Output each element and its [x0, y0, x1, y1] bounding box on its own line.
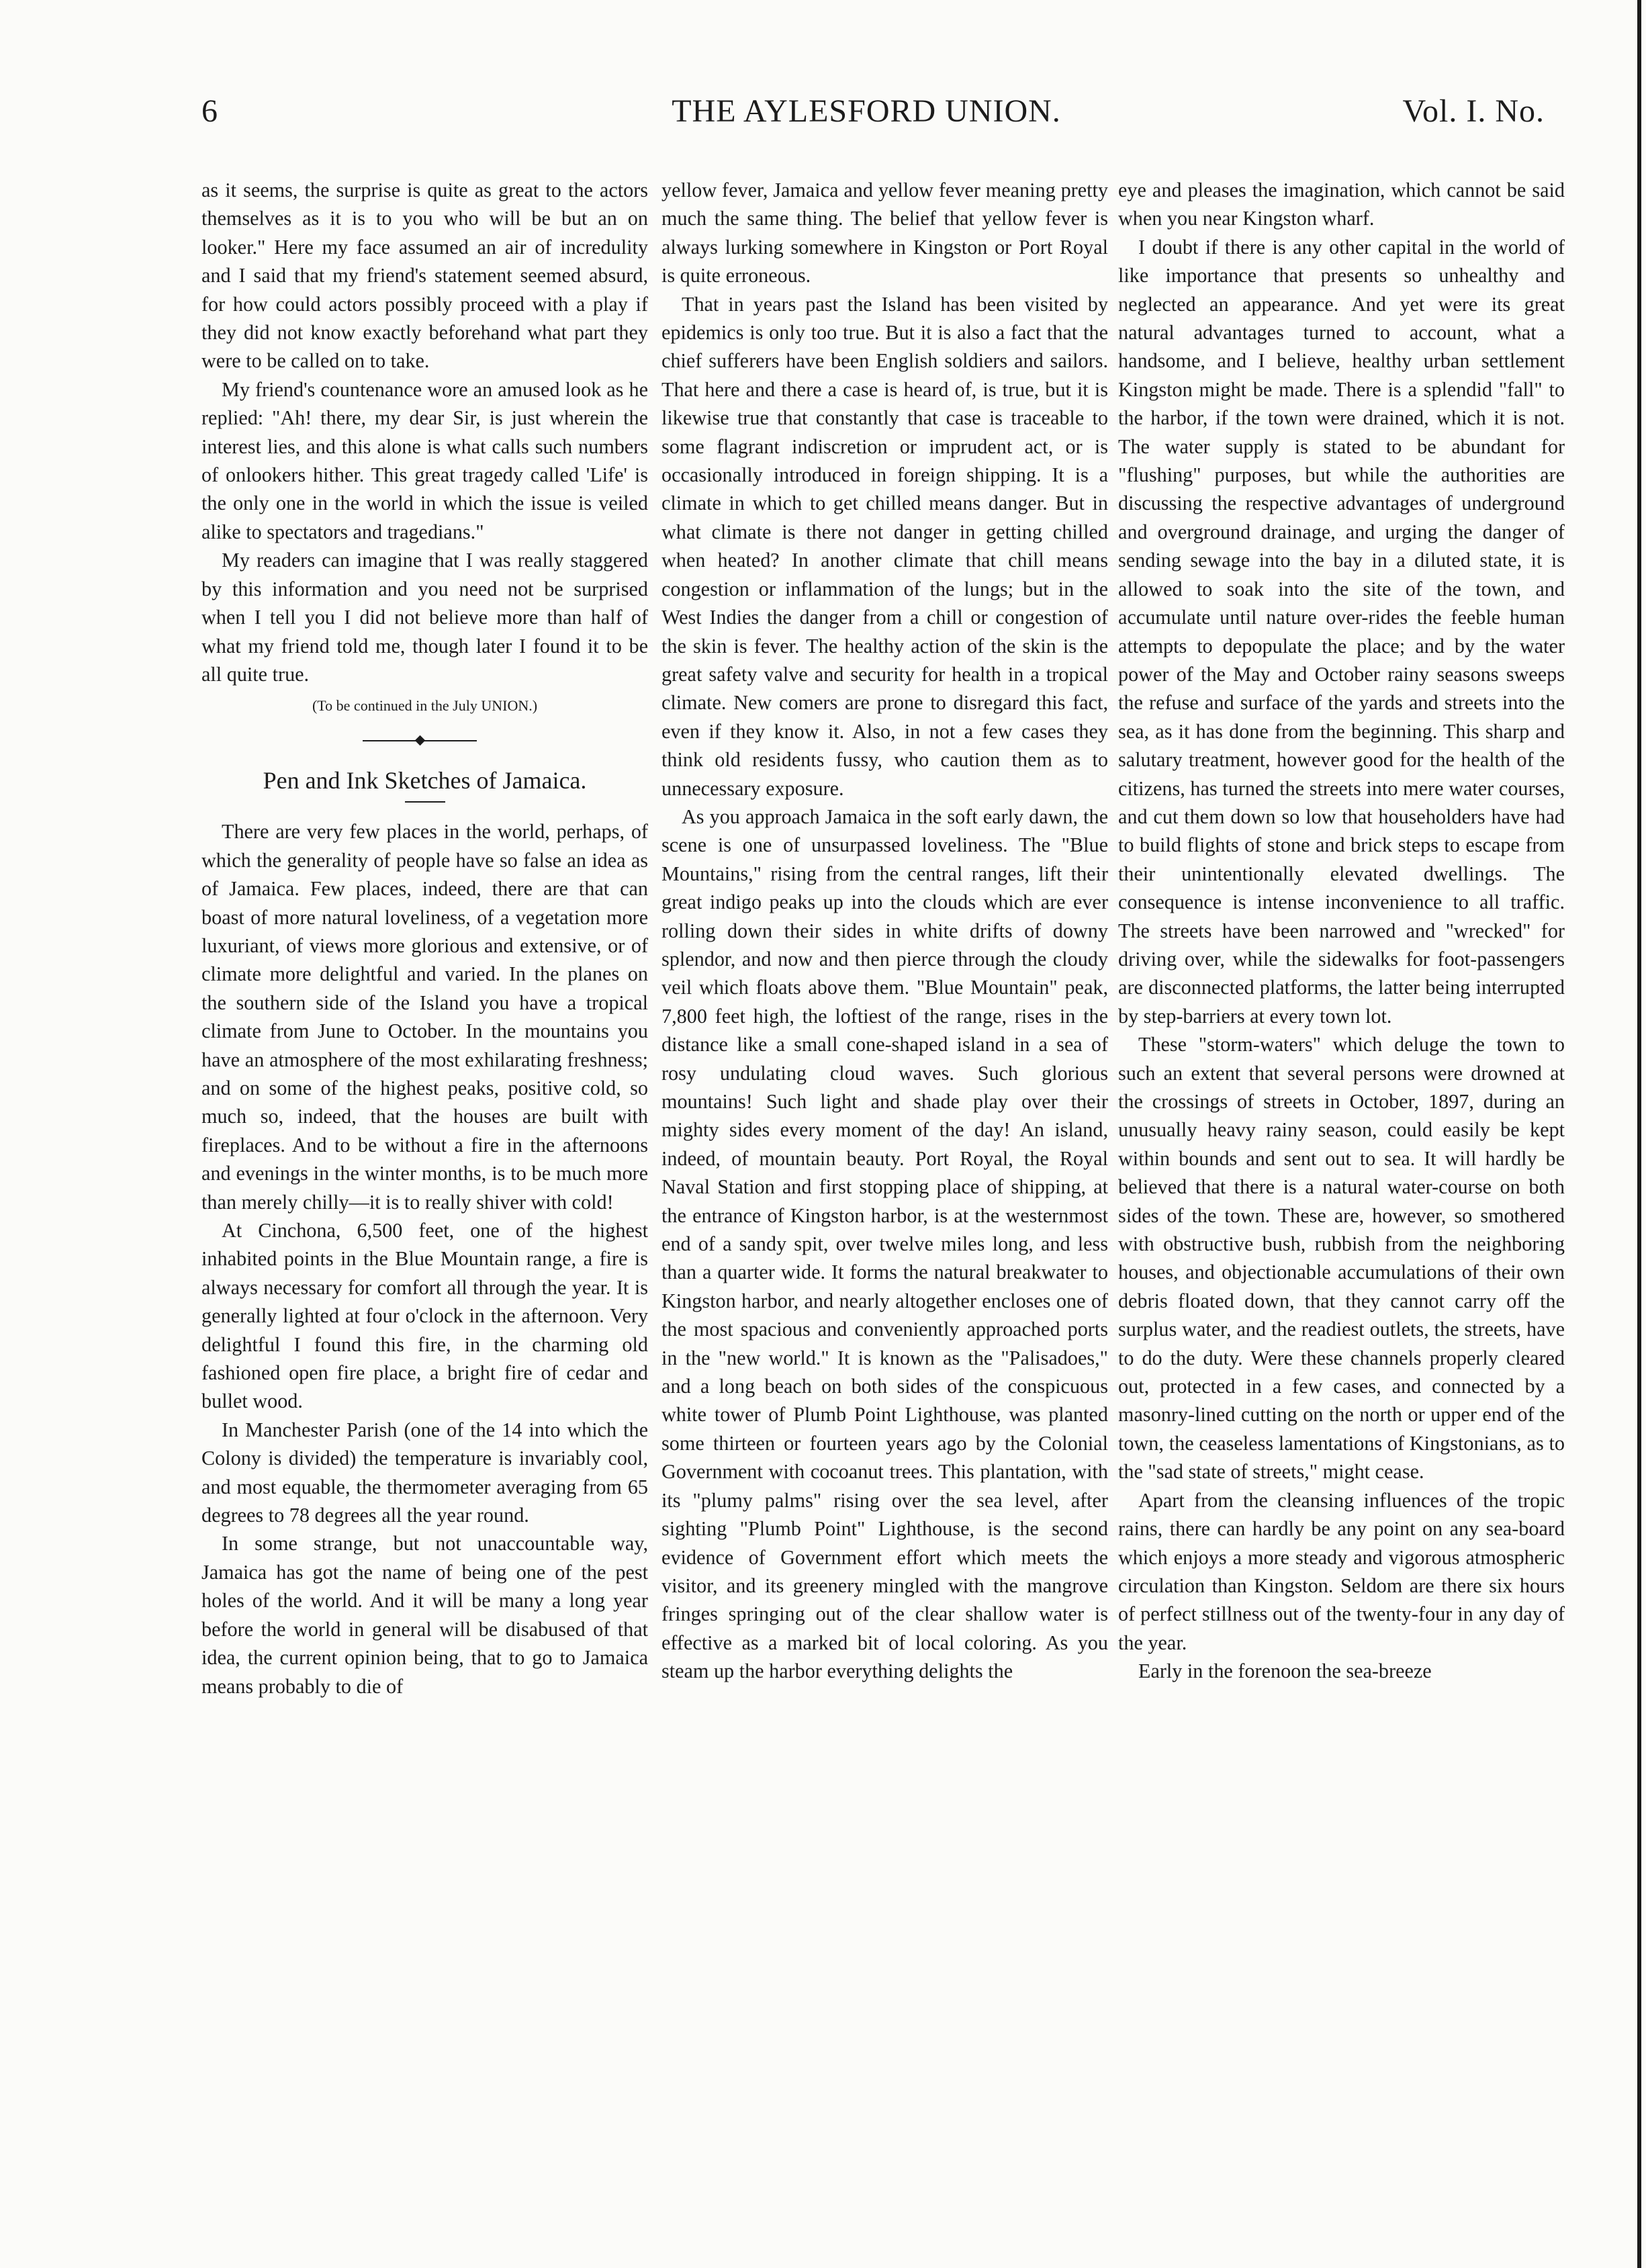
paragraph: My friend's countenance wore an amused look as he replied: "Ah! there, my dear Sir, is just wherein the interest lies, and this alone is what calls such numbers of onlookers hither. This great tragedy called 'Life' is the only one in the world in which the issue is veiled alike to spectators and tragedians.": [201, 377, 648, 543]
page-header: [188, 93, 1545, 140]
paragraph: My readers can imagine that I was really staggered by this information and you need not be surprised when I tell you I did not believe more than half of what my friend told me, though later I found it to be all quite true.: [201, 549, 648, 686]
paragraph: That in years past the Island has been visited by epidemics is only too true. But it is also a fact that the chief sufferers have been English soldiers and sailors. That here and there a case is heard of, is true, but it is likewise true that constantly that case is traceable to some flagrant indiscretion or imprudent act, or is occasionally introduced in foreign shipping. It is a climate in which to get chilled means danger. But in what climate is there not danger in getting chilled when heated? In another climate that chill means congestion or inflammation of the lungs; but in the West Indies the danger from a chill or congestion of the skin is fever. The healthy action of the skin is the great safety valve and security for health in a tropical climate. New comers are prone to disregard this fact, even if they know it. Also, in not a few cases they think old residents fussy, who caution them as to unnecessary exposure.: [661, 292, 1108, 800]
paragraph: As you approach Jamaica in the soft early dawn, the scene is one of unsurpassed loveliness. The "Blue Mountains," rising from the central ranges, lift their great indigo peaks up into the clouds which are ever rolling down their sides in white drifts of downy splendor, and now and then pierce through the cloudy veil which floats above them. "Blue Mountain" peak, 7,800 feet high, the loftiest of the range, rises in the distance like a small cone-shaped island in a sea of rosy undulating cloud waves. Such glorious mountains! Such light and shade play over their mighty sides every moment of the day! An island, indeed, of mountain beauty. Port Royal, the Royal Naval Station and first stopping place of shipping, at the entrance of Kingston harbor, is at the westernmost end of a sandy spit, over twelve miles long, and less than a quarter wide. It forms the natural breakwater to Kingston harbor, and nearly altogether encloses one of the most spacious and conveniently approached ports in the "new world." It is known as the "Palisadoes," and a long beach on both sides of the conspicuous white tower of Plumb Point Lighthouse, was planted some thirteen or fourteen years ago by the Colonial Government with cocoanut trees. This plantation, with its "plumy palms" rising over the sea level, after sighting "Plumb Point" Lighthouse, is the second evidence of Government effort which meets the visitor, and its greenery mingled with the mangrove fringes springing out of the clear shallow water is effective as a marked bit of local coloring. As you steam up the harbor everything delights the: [661, 805, 1108, 1683]
newspaper-title: THE AYLESFORD UNION.: [672, 93, 1061, 129]
column-1: [201, 176, 648, 1700]
paragraph: In Manchester Parish (one of the 14 into which the Colony is divided) the temperature is invariably cool, and most equable, the thermometer averaging from 65 degrees to 78 degrees all the year round.: [201, 1418, 648, 1527]
paragraph: as it seems, the surprise is quite as great to the actors themselves as it is to you who will be but an on looker." Here my face assumed an air of incredulity and I said that my friend's statement seemed absurd, for how could actors possibly proceed with a play if they did not know exactly beforehand what part they were to be called on to take.: [201, 179, 648, 373]
paragraph: At Cinchona, 6,500 feet, one of the highest inhabited points in the Blue Mountain range, a fire is always necessary for comfort all through the year. It is generally lighted at four o'clock in the afternoon. Very delightful I found this fire, in the charming old fashioned open fire place, a bright fire of cedar and bullet wood.: [201, 1219, 648, 1413]
page-edge-rule: [1637, 0, 1641, 2268]
column-2: [661, 176, 1108, 1686]
paragraph: There are very few places in the world, perhaps, of which the generality of people have so false an idea as of Jamaica. Few places, indeed, there are that can boast of more natural loveliness, of a vegetation more luxuriant, of views more glorious and extensive, or of climate more delightful and varied. In the planes on the southern side of the Island you have a tropical climate from June to October. In the mountains you have an atmosphere of the most exhilarating freshness; and on some of the highest peaks, positive cold, so much so, indeed, that the houses are built with fireplaces. And to be without a fire in the afternoons and evenings in the winter months, is to be much more than merely chilly—it is to really shiver with cold!: [201, 820, 648, 1214]
paragraph: Early in the forenoon the sea-breeze: [1138, 1660, 1432, 1683]
paragraph: Apart from the cleansing influences of the tropic rains, there can hardly be any point on any sea-board which enjoys a more steady and vigorous atmospheric circulation than Kingston. Seldom are there six hours of perfect stillness out of the twenty-four in any day of the year.: [1118, 1488, 1565, 1654]
paragraph: yellow fever, Jamaica and yellow fever meaning pretty much the same thing. The belief that yellow fever is always lurking somewhere in Kingston or Port Royal is quite erroneous.: [661, 179, 1108, 287]
paragraph: These "storm-waters" which deluge the town to such an extent that several persons were drowned at the crossings of streets in October, 1897, during an unusually heavy rainy season, could easily be kept within bounds and sent out to sea. It will hardly be believed that there is a natural water-course on both sides of the town. These are, however, so smothered with obstructive bush, rubbish from the neighboring houses, and objectionable accumulations of their own debris floated down, that they cannot carry off the surplus water, and the readiest outlets, the streets, have to do the duty. Were these channels properly cleared out, protected in a few cases, and connected by a masonry-lined cutting on the north or upper end of the town, the ceaseless lamentations of Kingstonians, as to the "sad state of streets," might cease.: [1118, 1033, 1565, 1484]
title-underline: [405, 801, 445, 803]
section-title: Pen and Ink Sketches of Jamaica.: [263, 767, 587, 795]
section-divider: [201, 719, 648, 761]
volume-number: Vol. I. No.: [1402, 93, 1545, 129]
continued-note: (To be continued in the July UNION.): [312, 697, 538, 715]
column-3: [1118, 176, 1565, 1686]
page-number: 6: [201, 93, 218, 129]
paragraph: eye and pleases the imagination, which cannot be said when you near Kingston wharf.: [1118, 179, 1565, 230]
paragraph: I doubt if there is any other capital in the world of like importance that presents so unhealthy and neglected an appearance. And yet were its great natural advantages turned to account, what a handsome, and I believe, healthy urban settlement Kingston might be made. There is a splendid "fall" to the harbor, if the town were drained, which it is not. The water supply is stated to be abundant for "flushing" purposes, but while the authorities are discussing the respective advantages of underground and overground drainage, and urging the danger of sending sewage into the bay in a diluted state, it is allowed to soak into the site of the town, and accumulate until nature over-rides the feeble human attempts to depopulate the place; and by the water power of the May and October rainy seasons sweeps the refuse and surface of the yards and streets into the sea, as it has done from the beginning. This sharp and salutary treatment, however good for the health of the citizens, has turned the streets into mere water courses, and cut them down so low that householders have had to build flights of stone and brick steps to escape from their unintentionally elevated dwellings. The consequence is intense inconvenience to all traffic. The streets have been narrowed and "wrecked" for driving over, while the sidewalks for foot-passengers are disconnected platforms, the latter being interrupted by step-barriers at every town lot.: [1118, 235, 1565, 1028]
paragraph: In some strange, but not unaccountable way, Jamaica has got the name of being one of the pest holes of the world. And it will be many a long year before the world in general will be disabused of that idea, the current opinion being, that to go to Jamaica means probably to die of: [201, 1532, 648, 1698]
